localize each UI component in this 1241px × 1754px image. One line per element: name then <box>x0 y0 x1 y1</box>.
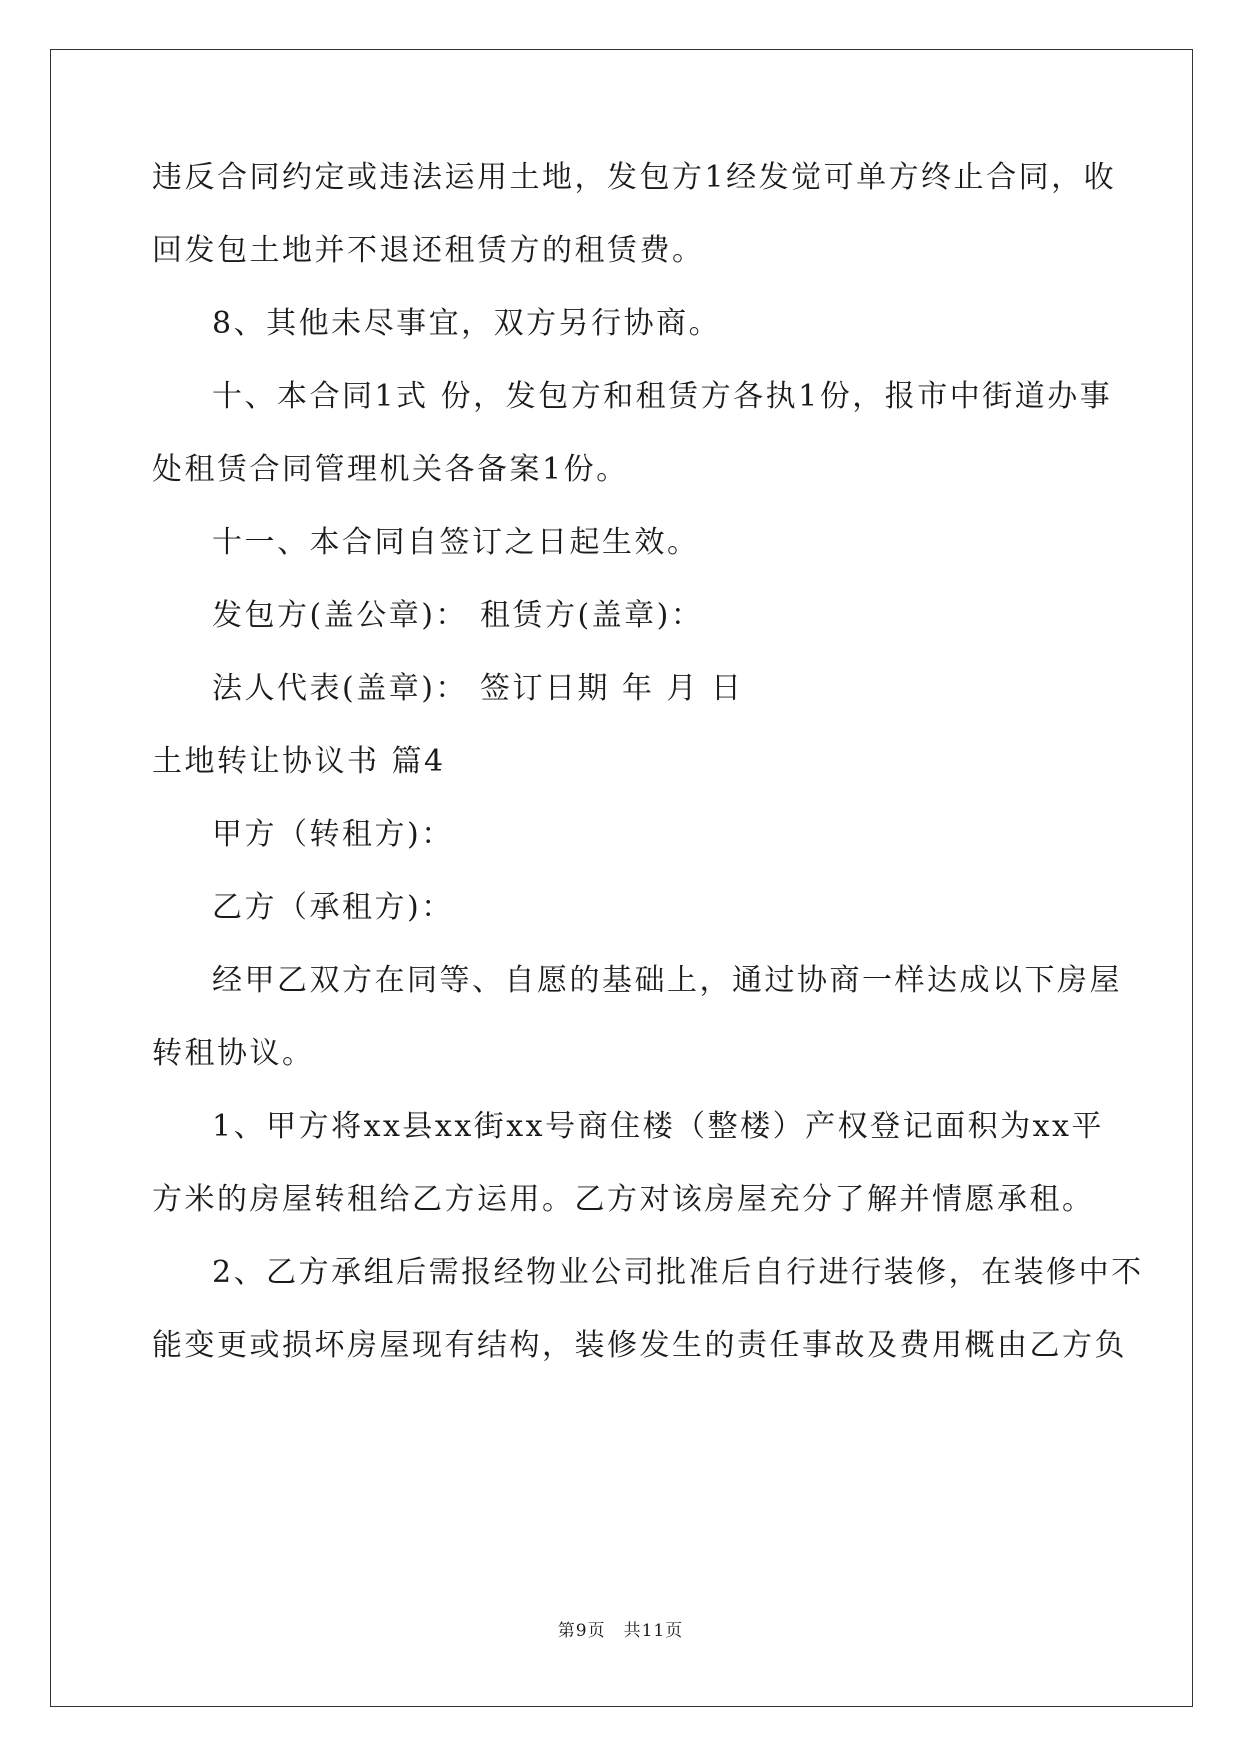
signature-line-party: 发包方(盖公章)： 租赁方(盖章)： <box>212 598 704 633</box>
paragraph-line: 经甲乙双方在同等、自愿的基础上，通过协商一样达成以下房屋 <box>212 963 1122 998</box>
page-border <box>50 49 1193 1707</box>
party-b-line: 乙方（承租方)： <box>212 890 454 925</box>
paragraph-line: 十一、本合同自签订之日起生效。 <box>212 525 700 560</box>
party-a-line: 甲方（转租方)： <box>212 817 454 852</box>
paragraph-line: 8、其他未尽事宜，双方另行协商。 <box>212 306 722 341</box>
paragraph-line: 1、甲方将xx县xx街xx号商住楼（整楼）产权登记面积为xx平 <box>212 1109 1104 1144</box>
paragraph-line: 回发包土地并不退还租赁方的租赁费。 <box>152 233 705 268</box>
paragraph-line: 违反合同约定或违法运用土地，发包方1经发觉可单方终止合同，收 <box>152 160 1117 195</box>
paragraph-line: 十、本合同1式 份，发包方和租赁方各执1份，报市中街道办事 <box>212 379 1113 414</box>
signature-line-date: 法人代表(盖章)： 签订日期 年 月 日 <box>212 671 744 706</box>
paragraph-line: 能变更或损坏房屋现有结构，装修发生的责任事故及费用概由乙方负 <box>152 1328 1127 1363</box>
paragraph-line: 处租赁合同管理机关各备案1份。 <box>152 452 629 487</box>
page-number-footer: 第9页 共11页 <box>557 1621 684 1641</box>
paragraph-line: 转租协议。 <box>152 1036 315 1071</box>
paragraph-line: 方米的房屋转租给乙方运用。乙方对该房屋充分了解并情愿承租。 <box>152 1182 1095 1217</box>
section-heading: 土地转让协议书 篇4 <box>152 744 446 779</box>
paragraph-line: 2、乙方承组后需报经物业公司批准后自行进行装修，在装修中不 <box>212 1255 1144 1290</box>
